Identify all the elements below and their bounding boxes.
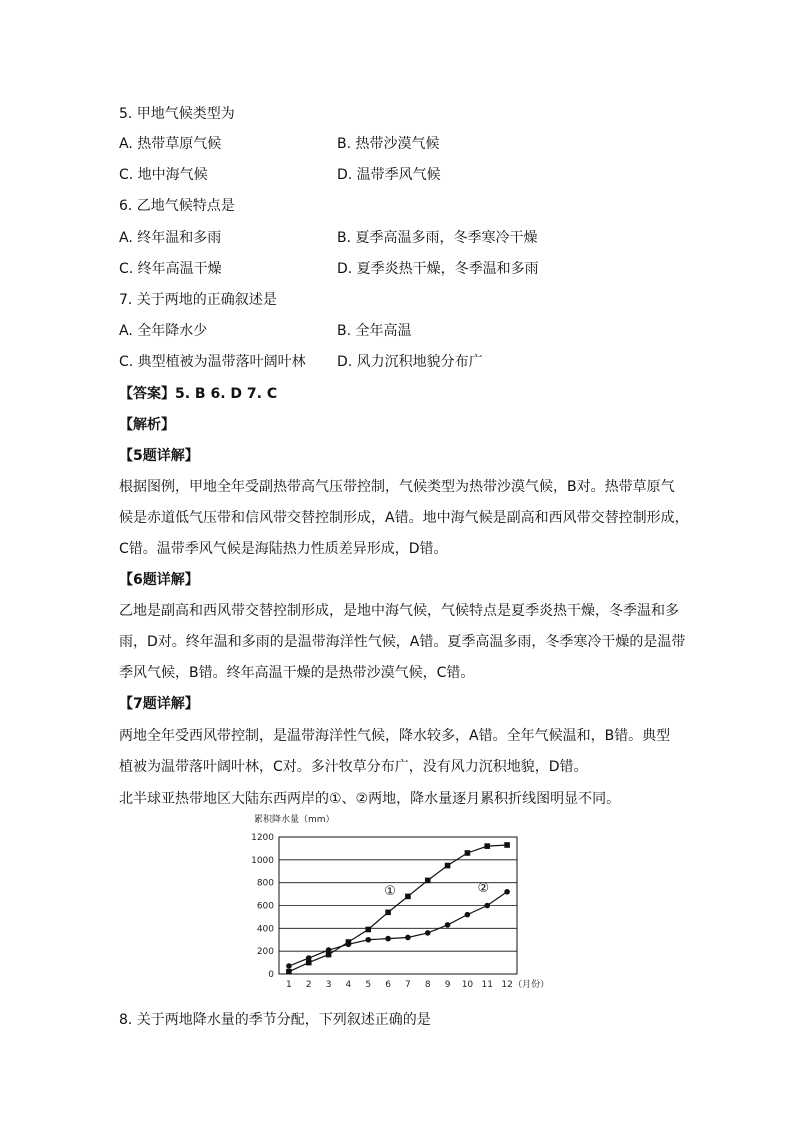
series-1-point	[445, 863, 451, 869]
y-tick-label: 200	[256, 947, 274, 958]
chart-intro: 北半球亚热带地区大陆东西两岸的①、②两地，降水量逐月累积折线图明显不同。	[119, 791, 621, 807]
answer-line: 【答案】5. B 6. D 7. C	[119, 386, 278, 402]
series-2-point	[465, 912, 471, 918]
series-label-2: ②	[477, 880, 490, 896]
series-1-point	[425, 878, 431, 884]
x-tick-label: 8	[424, 980, 431, 990]
series-2-point	[385, 936, 391, 942]
series-1-point	[385, 910, 391, 916]
series-2-point	[445, 922, 451, 928]
series-2-point	[504, 889, 510, 895]
detail-7-text	[119, 721, 679, 783]
y-tick-label: 1000	[251, 855, 274, 866]
q7-option-d: D. 风力沉积地貌分布广	[337, 354, 483, 370]
series-1-point	[365, 927, 371, 933]
y-tick-label: 800	[256, 878, 274, 889]
question-7-stem: 7. 关于两地的正确叙述是	[119, 292, 277, 308]
series-2-point	[365, 937, 371, 943]
detail-5-line-3: C错。温带季风气候是海陆热力性质差异形成，D错。	[119, 541, 448, 557]
x-tick-label: 9	[444, 980, 451, 990]
x-tick-label: 7	[405, 980, 411, 990]
series-label-1: ①	[384, 884, 396, 900]
detail-6-line-1: 乙地是副高和西风带交替控制形成，是地中海气候，气候特点是夏季炎热干燥，冬季温和多	[119, 603, 679, 619]
q6-option-a: A. 终年温和多雨	[119, 230, 222, 246]
series-1-point	[504, 842, 510, 848]
detail-6-text	[119, 596, 686, 689]
series-2-point	[326, 947, 332, 953]
detail-6-title: 【6题详解】	[119, 572, 199, 588]
series-2-point	[405, 935, 411, 941]
x-tick-label: 2	[305, 980, 312, 990]
x-tick-label: 10	[461, 980, 474, 990]
y-tick-label: 0	[268, 970, 274, 980]
question-8-stem: 8. 关于两地降水量的季节分配，下列叙述正确的是	[119, 1012, 431, 1028]
detail-5-title: 【5题详解】	[119, 448, 199, 464]
detail-7-line-2: 植被为温带落叶阔叶林，C对。多汁牧草分布广，没有风力沉积地貌，D错。	[119, 759, 588, 775]
q5-option-b: B. 热带沙漠气候	[337, 136, 440, 152]
q7-option-a: A. 全年降水少	[119, 323, 208, 339]
x-tick-label: 1	[286, 980, 292, 990]
y-tick-label: 1200	[251, 833, 274, 843]
x-tick-label: 3	[325, 980, 332, 990]
y-axis-title: 累积降水量（mm）	[254, 815, 335, 825]
y-tick-label: 600	[256, 901, 274, 912]
q7-option-b: B. 全年高温	[337, 323, 412, 339]
x-axis-title: （月份）	[513, 980, 550, 990]
series-2-point	[346, 942, 352, 948]
series-2-point	[484, 903, 490, 909]
analysis-title: 【解析】	[119, 417, 175, 433]
y-tick-label: 400	[256, 924, 274, 935]
detail-5-line-1: 根据图例，甲地全年受副热带高气压带控制，气候类型为热带沙漠气候，B对。热带草原气	[119, 479, 675, 495]
q6-option-c: C. 终年高温干燥	[119, 261, 222, 277]
q6-option-b: B. 夏季高温多雨，冬季寒冷干燥	[337, 230, 538, 246]
detail-6-line-2: 雨，D对。终年温和多雨的是温带海洋性气候，A错。夏季高温多雨，冬季寒冷干燥的是温带	[119, 634, 686, 650]
series-line-2	[289, 892, 507, 966]
series-1-point	[405, 894, 411, 900]
x-tick-label: 5	[365, 980, 372, 990]
q5-option-d: D. 温带季风气候	[337, 167, 441, 183]
detail-7-title: 【7题详解】	[119, 696, 199, 712]
detail-6-line-3: 季风气候，B错。终年高温干燥的是热带沙漠气候，C错。	[119, 665, 475, 681]
cumulative-precipitation-chart	[242, 812, 552, 992]
question-5-stem: 5. 甲地气候类型为	[119, 106, 235, 122]
series-1-point	[286, 969, 292, 975]
detail-7-line-1: 两地全年受西风带控制，是温带海洋性气候，降水较多，A错。全年气候温和，B错。典型	[119, 728, 671, 744]
x-tick-label: 11	[481, 980, 493, 990]
series-2-point	[306, 955, 312, 961]
series-1-point	[465, 850, 471, 856]
series-2-point	[286, 963, 292, 969]
x-tick-label: 4	[345, 980, 352, 990]
series-1-point	[484, 843, 490, 849]
x-tick-label: 6	[385, 980, 391, 990]
detail-5-line-2: 候是赤道低气压带和信风带交替控制形成，A错。地中海气候是副高和西风带交替控制形成，	[119, 510, 689, 526]
x-tick-label: 12	[501, 980, 513, 990]
q5-option-c: C. 地中海气候	[119, 167, 208, 183]
detail-5-text	[119, 472, 689, 565]
q6-option-d: D. 夏季炎热干燥，冬季温和多雨	[337, 261, 539, 277]
q7-option-c: C. 典型植被为温带落叶阔叶林	[119, 354, 306, 370]
series-2-point	[425, 930, 431, 936]
question-6-stem: 6. 乙地气候特点是	[119, 198, 235, 214]
q5-option-a: A. 热带草原气候	[119, 136, 222, 152]
